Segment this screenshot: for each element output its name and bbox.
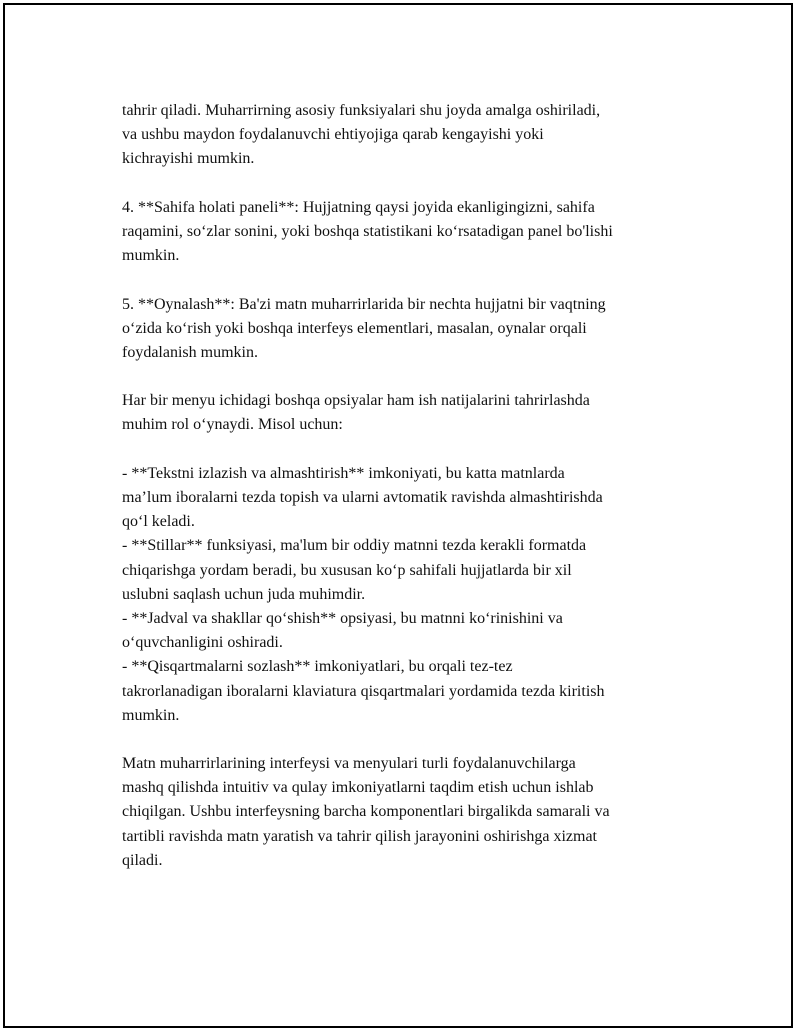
text-line: 4. **Sahifa holati paneli**: Hujjatning qaysi joyida ekanligingizni, sahifa xyxy=(122,198,595,216)
text-line: qo‘l keladi. xyxy=(122,513,195,531)
text-line: va ushbu maydon foydalanuvchi ehtiyojiga qarab kengayishi yoki xyxy=(122,126,544,144)
text-line: tartibli ravishda matn yaratish va tahrir qilish jarayonini oshirishga xizmat xyxy=(122,827,597,845)
text-line: - **Qisqartmalarni sozlash** imkoniyatlari, bu orqali tez-tez xyxy=(122,658,513,676)
text-line: - **Tekstni izlazish va almashtirish** imkoniyati, bu katta matnlarda xyxy=(122,464,565,482)
paragraph-spacer xyxy=(122,728,702,752)
text-line: 5. **Oynalash**: Ba'zi matn muharrirlarida bir nechta hujjatni bir vaqtning xyxy=(122,295,606,313)
page-frame xyxy=(3,3,793,1028)
paragraph-spacer xyxy=(122,172,702,196)
text-line: muhim rol o‘ynaydi. Misol uchun: xyxy=(122,416,343,434)
text-line: mashq qilishda intuitiv va qulay imkoniyatlarni taqdim etish uchun ishlab xyxy=(122,779,594,797)
text-line: - **Jadval va shakllar qo‘shish** opsiyasi, bu matnni ko‘rinishini va xyxy=(122,609,563,627)
text-line: o‘quvchanligini oshiradi. xyxy=(122,634,283,652)
text-line: kichrayishi mumkin. xyxy=(122,150,255,168)
text-line: ma’lum iboralarni tezda topish va ularni avtomatik ravishda almashtirishda xyxy=(122,489,603,506)
text-line: chiqilgan. Ushbu interfeysning barcha komponentlari birgalikda samarali va xyxy=(122,803,610,821)
text-line: - **Stillar** funksiyasi, ma'lum bir oddiy matnni tezda kerakli formatda xyxy=(122,537,587,555)
text-line: foydalanish mumkin. xyxy=(122,343,258,361)
text-line: uslubni saqlash uchun juda muhimdir. xyxy=(122,585,366,603)
text-line: qiladi. xyxy=(122,851,163,869)
text-line: Har bir menyu ichidagi boshqa opsiyalar ham ish natijalarini tahrirlashda xyxy=(122,392,590,410)
text-line: mumkin. xyxy=(122,706,180,724)
text-line: mumkin. xyxy=(122,247,180,265)
text-line: Matn muharrirlarining interfeysi va menyulari turli foydalanuvchilarga xyxy=(122,755,576,773)
paragraph-spacer xyxy=(122,268,702,292)
text-line: tahrir qiladi. Muharrirning asosiy funksiyalari shu joyda amalga oshiriladi, xyxy=(122,102,601,119)
paragraph-spacer xyxy=(122,438,702,462)
text-line: takrorlanadigan iboralarni klaviatura qisqartmalari yordamida tezda kiritish xyxy=(122,682,605,700)
text-line: chiqarishga yordam beradi, bu xususan ko‘p sahifali hujjatlarda bir xil xyxy=(122,561,572,579)
document-body xyxy=(122,99,702,873)
text-line: raqamini, so‘zlar sonini, yoki boshqa statistikani ko‘rsatadigan panel bo'lishi xyxy=(122,222,613,240)
paragraph-spacer xyxy=(122,365,702,389)
text-line: o‘zida ko‘rish yoki boshqa interfeys elementlari, masalan, oynalar orqali xyxy=(122,319,587,337)
